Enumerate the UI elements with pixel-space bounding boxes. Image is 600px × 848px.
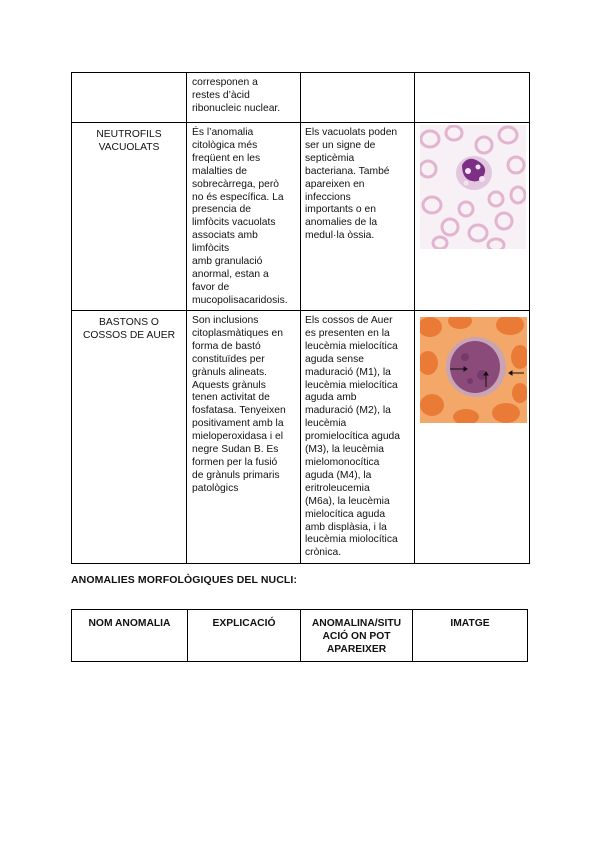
table-row (72, 123, 530, 311)
name-cell (72, 73, 187, 123)
anomaly-explanation: Son inclusions citoplasmàtiques en forma de bastó constituïdes per grànuls alineats. Aquests grànuls tenen activitat de fosfatasa. Tenyeixen positivament amb la mieloperoxidasa i el negre Sudan B. Es formen per la fusió de grànuls primaris patològics (192, 315, 286, 494)
explanation-cell (187, 73, 301, 123)
table-row (72, 73, 530, 123)
nucleus-anomalies-table (71, 609, 528, 662)
anomaly-name: BASTONS O COSSOS DE AUER (82, 317, 176, 341)
anomalies-table (71, 72, 530, 564)
vacuolated-neutrophil-micrograph (420, 125, 526, 249)
situation-cell (301, 123, 415, 311)
image-cell (415, 123, 530, 311)
image-cell (415, 73, 530, 123)
anomaly-situation: Els cossos de Auer es presenten en la leucèmia mielocítica aguda sense maduració (M1), la leucèmia mielocítica aguda amb maduració (M2), la leucèmia promielocítica aguda (M3), la leucèmia mielomonocítica aguda (M4), la eritroleucemia (M6a), la leucèmia mielocítica aguda amb displàsia, i la leucèmia miolocítica crònica. (305, 315, 401, 559)
header-name: NOM ANOMALIA (72, 610, 188, 662)
name-cell (72, 311, 187, 564)
name-cell (72, 123, 187, 311)
anomaly-explanation: És l’anomalia citològica més freqüent en les malalties de sobrecàrrega, però no és específica. La presencia de limfòcits vacuolats associats amb limfòcits amb granulació anormal, estan a favor de mucopolisacaridosis. (192, 127, 288, 306)
explanation-cell (187, 123, 301, 311)
situation-cell (301, 73, 415, 123)
table-row (72, 311, 530, 564)
anomaly-explanation: corresponen a restes d’àcid ribonucleic nuclear. (192, 77, 281, 114)
header-situation: ANOMALINA/SITU ACIÓ ON POT APAREIXER (301, 610, 413, 662)
section-title: ANOMALIES MORFOLÒGIQUES DEL NUCLI: (71, 574, 298, 586)
image-cell (415, 311, 530, 564)
header-explanation: EXPLICACIÓ (188, 610, 301, 662)
header-image: IMATGE (413, 610, 528, 662)
explanation-cell (187, 311, 301, 564)
auer-rods-micrograph (420, 317, 527, 423)
anomaly-name: NEUTROFILS VACUOLATS (96, 129, 162, 153)
header-row (72, 610, 528, 662)
anomaly-situation: Els vacuolats poden ser un signe de septicèmia bacteriana. També apareixen en infeccions importants o en anomalies de la medul·la òssia. (305, 127, 398, 242)
situation-cell (301, 311, 415, 564)
